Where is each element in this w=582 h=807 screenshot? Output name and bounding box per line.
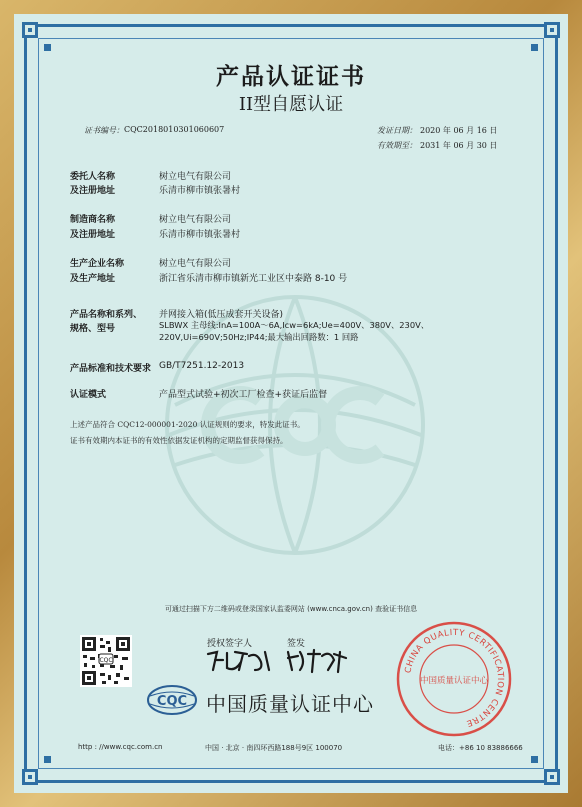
standard-value: GB/T7251.12-2013 [159, 361, 245, 371]
signature-issuer [284, 648, 350, 674]
validity-statement: 证书有效期内本证书的有效性依据发证机构的定期监督获得保持。 [70, 436, 288, 445]
authorized-signatory-label: 授权签字人 [207, 639, 253, 649]
cert-no-label: 证书编号： [84, 126, 124, 135]
product-spec-line: SLBWX 主母线:InA=100A～6A,Icw=6kA;Ue=400V、380V、230V、 [159, 320, 430, 330]
border-ornament [44, 756, 51, 763]
maker-address-label: 及注册地址 [70, 230, 116, 240]
border-ornament [44, 44, 51, 51]
seal-inner-text: 中国质量认证中心 [419, 676, 489, 686]
product-name: 并网接入箱(低压成套开关设备) [159, 310, 284, 320]
factory-label: 生产企业名称 [70, 259, 125, 269]
cqc-logo [146, 684, 198, 716]
factory-address-label: 及生产地址 [70, 274, 116, 284]
certificate-title: 产品认证证书 [216, 64, 366, 90]
client-address-label: 及注册地址 [70, 186, 116, 196]
phone-number: 电话：+86 10 83886666 [438, 744, 523, 752]
client-label: 委托人名称 [70, 172, 116, 182]
postal-address: 中国 · 北京 · 南四环西路188号9区 100070 [205, 744, 343, 752]
certificate-subtitle: II型自愿认证 [238, 94, 344, 115]
border-ornament [531, 756, 538, 763]
cqc-logo-text: CQC [156, 694, 188, 709]
signature-authorized [205, 648, 275, 674]
cert-no: CQC2018010301060607 [124, 125, 225, 134]
maker-label: 制造商名称 [70, 215, 116, 225]
factory-address: 浙江省乐清市柳市镇新光工业区中泰路 8-10 号 [159, 274, 348, 284]
verification-note: 可通过扫描下方二维码或登录国家认监委网站 (www.cnca.gov.cn) 查验证书信息 [164, 605, 418, 613]
organization-name: 中国质量认证中心 [206, 692, 374, 716]
client-name: 树立电气有限公司 [159, 172, 232, 182]
maker-name: 树立电气有限公司 [159, 215, 232, 225]
valid-until-label: 有效期至： [377, 141, 417, 150]
corner-ornament [22, 769, 38, 785]
product-model-label: 规格、型号 [70, 324, 116, 334]
conformity-statement: 上述产品符合 CQC12-000001-2020 认证规则的要求，特发此证书。 [70, 420, 305, 429]
standard-label: 产品标准和技术要求 [70, 364, 152, 374]
factory-name: 树立电气有限公司 [159, 259, 232, 269]
certification-mode-value: 产品型式试验+初次工厂检查+获证后监督 [159, 390, 328, 400]
certification-mode-label: 认证模式 [70, 390, 107, 400]
client-address: 乐清市柳市镇张暑村 [159, 186, 241, 196]
seal-outer-text: CHINA QUALITY CERTIFICATION CENTRE [403, 627, 506, 729]
corner-ornament [544, 22, 560, 38]
website[interactable]: http : //www.cqc.com.cn [78, 743, 163, 751]
corner-ornament [544, 769, 560, 785]
issuer-label: 签发 [287, 639, 306, 649]
issue-date-label: 发证日期： [377, 126, 417, 135]
maker-address: 乐清市柳市镇张暑村 [159, 230, 241, 240]
qr-code[interactable] [80, 635, 132, 687]
qr-logo-text: CQC [99, 657, 113, 664]
issue-date: 2020 年 06 月 16 日 [420, 126, 498, 135]
border-ornament [531, 44, 538, 51]
valid-until: 2031 年 06 月 30 日 [420, 141, 498, 150]
product-spec-line: 220V,Ui=690V;50Hz;IP44;最大输出回路数：1 回路 [159, 332, 359, 342]
official-seal [395, 620, 513, 738]
product-label: 产品名称和系列、 [70, 310, 143, 320]
corner-ornament [22, 22, 38, 38]
